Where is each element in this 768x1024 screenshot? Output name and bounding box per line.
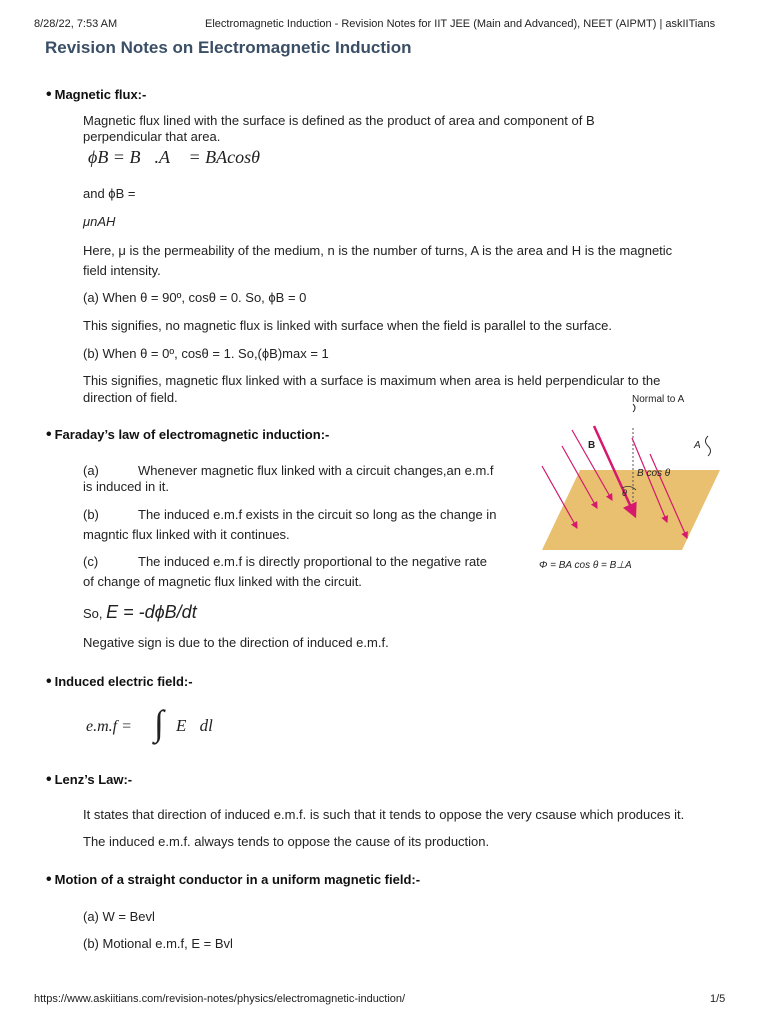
b-vector-label: B — [588, 440, 596, 451]
section-heading-magnetic-flux — [46, 86, 146, 104]
heading-text: Magnetic flux:- — [54, 87, 147, 102]
flux-note-a: This signifies, no magnetic flux is linked with surface when the field is parallel to the surface. — [83, 318, 612, 333]
a-vector-label: A — [694, 440, 701, 451]
faraday-c-line2: of change of magnetic flux linked with the circuit. — [83, 574, 362, 589]
section-heading-induced-field — [46, 673, 193, 691]
section-heading-motion — [46, 871, 420, 889]
faraday-negative-sign: Negative sign is due to the direction of induced e.m.f. — [83, 635, 389, 650]
bullet-dot: • — [46, 426, 52, 443]
integral-sign: ∫ — [154, 703, 164, 743]
heading-text: Lenz’s Law:- — [54, 772, 133, 787]
flux-case-b: (b) When θ = 0º, cosθ = 1. So,(ϕB)max = 1 — [83, 346, 329, 361]
flux-case-a: (a) When θ = 90º, cosθ = 0. So, ϕB = 0 — [83, 290, 307, 305]
heading-text: Motion of a straight conductor in a uniform magnetic field:- — [54, 872, 421, 887]
print-datetime: 8/28/22, 7:53 AM — [34, 18, 118, 30]
faraday-so: So, — [83, 606, 103, 621]
page-number: 1/5 — [710, 993, 726, 1005]
flux-here-line1: Here, μ is the permeability of the medium, n is the number of turns, A is the area and H is the magnetic — [83, 243, 673, 258]
bullet-dot: • — [46, 871, 52, 888]
motion-a: (a) W = Bevl — [83, 909, 155, 924]
print-doc-title: Electromagnetic Induction - Revision Notes for IIT JEE (Main and Advanced), NEET (AIPMT) | askIITians — [205, 18, 716, 30]
lenz-paragraph-1: It states that direction of induced e.m.f. is such that it tends to oppose the very csause which produces it. — [83, 807, 685, 822]
faraday-c-line1 — [83, 552, 487, 572]
faraday-a-line2: is induced in it. — [83, 479, 169, 494]
flux-diagram — [522, 388, 722, 580]
flux-definition-line2: perpendicular that area. — [83, 129, 221, 144]
normal-squiggle-top — [633, 404, 635, 412]
faraday-eq: E = -dϕB/dt — [106, 602, 197, 622]
faraday-c-label: (c) — [83, 554, 99, 569]
flux-and-text: and ϕB = — [83, 186, 136, 201]
flux-munah: μnAH — [83, 214, 116, 229]
flux-note-b-line2: direction of field. — [83, 390, 178, 405]
flux-definition-line1: Magnetic flux lined with the surface is defined as the product of area and component of B — [83, 113, 595, 128]
normal-to-a-label: Normal to A — [632, 394, 685, 405]
bullet-dot: • — [46, 86, 52, 103]
faraday-b-line2: magntic flux linked with it continues. — [83, 527, 290, 542]
footer-url[interactable]: https://www.askiitians.com/revision-notes/physics/electromagnetic-induction/ — [34, 993, 406, 1005]
bullet-dot: • — [46, 771, 52, 788]
bcos-label: B cos θ — [637, 468, 671, 479]
normal-squiggle — [706, 436, 711, 456]
section-heading-faraday — [46, 426, 329, 444]
heading-text: Induced electric field:- — [54, 674, 193, 689]
page-title: Revision Notes on Electromagnetic Induction — [45, 38, 412, 57]
theta-label: θ — [622, 488, 627, 498]
lenz-paragraph-2: The induced e.m.f. always tends to oppose the cause of its production. — [83, 834, 490, 849]
faraday-b-label: (b) — [83, 507, 99, 522]
motion-b: (b) Motional e.m.f, E = Bvl — [83, 936, 233, 951]
faraday-a-text: Whenever magnetic flux linked with a circuit changes,an e.m.f — [138, 463, 494, 478]
faraday-b-text: The induced e.m.f exists in the circuit so long as the change in — [138, 507, 497, 522]
flux-formula: ϕB = B⃗.A⃗ = BAcosθ — [88, 147, 260, 167]
faraday-a-label: (a) — [83, 463, 99, 478]
faraday-c-text: The induced e.m.f is directly proportional to the negative rate — [138, 554, 488, 569]
bullet-dot: • — [46, 673, 52, 690]
emf-integral-lhs: e.m.f = — [86, 718, 132, 735]
figure-caption: Φ = BA cos θ = B⊥A — [539, 560, 632, 571]
flux-note-b-line1: This signifies, magnetic flux linked with a surface is maximum when area is held perpendicular to the — [83, 373, 661, 388]
faraday-equation — [83, 602, 197, 624]
faraday-b-line1 — [83, 505, 496, 525]
emf-integral-rhs: E⃗dl⃗ — [176, 716, 227, 735]
flux-here-line2: field intensity. — [83, 263, 161, 278]
section-heading-lenz — [46, 771, 132, 789]
heading-text: Faraday’s law of electromagnetic induction:- — [54, 427, 330, 442]
